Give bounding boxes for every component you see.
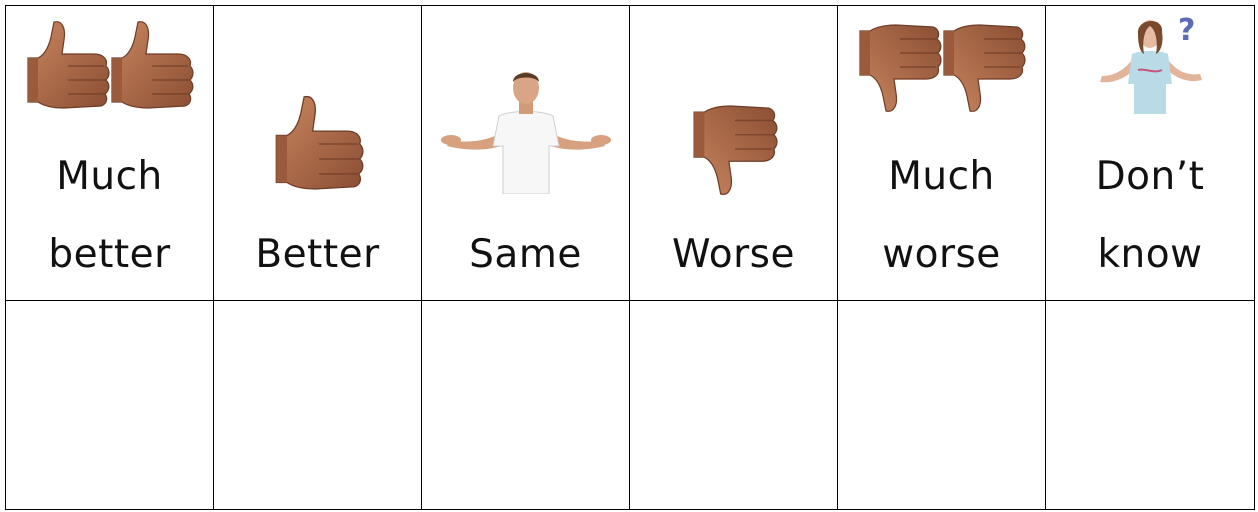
option-label	[214, 216, 421, 294]
option-label-line: Better	[255, 232, 380, 277]
response-row	[6, 301, 1255, 510]
response-cell-much-worse[interactable]	[838, 301, 1046, 510]
rating-scale-table	[5, 5, 1255, 510]
response-cell-dont-know[interactable]	[1046, 301, 1255, 510]
response-cell-worse[interactable]	[630, 301, 838, 510]
option-label-line: better	[48, 232, 171, 277]
option-label	[838, 138, 1045, 294]
option-label	[630, 216, 837, 294]
response-cell-much-better[interactable]	[6, 301, 214, 510]
option-worse[interactable]	[630, 6, 838, 301]
option-label-line: Same	[469, 232, 582, 277]
option-label	[1046, 138, 1254, 294]
svg-text:?: ?	[1178, 14, 1196, 48]
confused-woman-icon	[1046, 14, 1254, 114]
response-cell-same[interactable]	[422, 301, 630, 510]
option-same[interactable]	[422, 6, 630, 301]
option-label-line: Much	[888, 154, 995, 199]
option-label-line: Much	[56, 154, 163, 199]
double-thumbs-down-icon	[838, 16, 1045, 120]
scale-row	[6, 6, 1255, 301]
option-label-line: Worse	[672, 232, 795, 277]
option-much-better[interactable]	[6, 6, 214, 301]
thumbs-up-icon	[214, 90, 421, 198]
option-label-line: worse	[882, 232, 1001, 277]
option-much-worse[interactable]	[838, 6, 1046, 301]
option-label	[6, 138, 213, 294]
thumbs-down-icon	[630, 98, 837, 200]
option-dont-know[interactable]	[1046, 6, 1255, 301]
double-thumbs-up-icon	[6, 16, 213, 114]
shrugging-man-icon	[422, 66, 629, 194]
option-label	[422, 216, 629, 294]
option-label-line: Don’t	[1095, 154, 1205, 199]
response-cell-better[interactable]	[214, 301, 422, 510]
option-better[interactable]	[214, 6, 422, 301]
option-label-line: know	[1097, 232, 1203, 277]
